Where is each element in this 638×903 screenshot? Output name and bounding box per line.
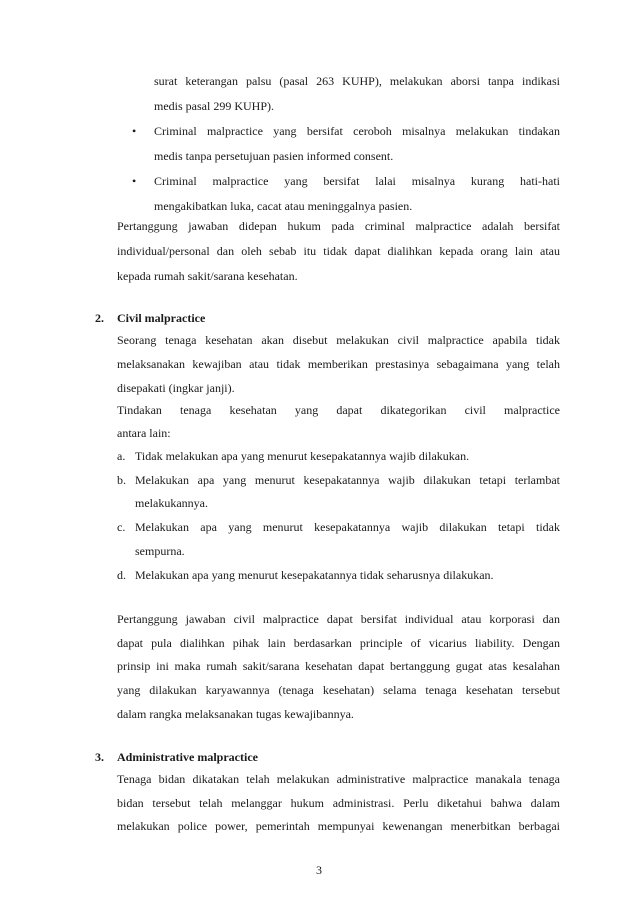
list-item-c-line-2: sempurna.: [135, 544, 185, 558]
intro-paragraph-line-2: individual/personal dan oleh sebab itu tidak dapat dialihkan kepada orang lain atau: [117, 244, 560, 258]
section-2-para3-line-1: Pertanggung jawaban civil malpractice dapat bersifat individual atau korporasi dan: [117, 612, 560, 626]
section-3-title: Administrative malpractice: [117, 750, 258, 764]
list-item-label: c.: [117, 520, 126, 534]
page-number: 3: [316, 863, 322, 877]
list-item-a-line-1: Tidak melakukan apa yang menurut kesepakatannya wajib dilakukan.: [135, 449, 470, 463]
intro-paragraph-line-3: kepada rumah sakit/sarana kesehatan.: [117, 269, 298, 283]
section-2-number: 2.: [95, 311, 104, 325]
section-3-para1-line-1: Tenaga bidan dikatakan telah melakukan administrative malpractice manakala tenaga: [117, 772, 560, 786]
list-item-label: d.: [117, 568, 126, 582]
bullet-2-line-2: mengakibatkan luka, cacat atau meninggalnya pasien.: [154, 199, 413, 213]
list-item-b-line-1: Melakukan apa yang menurut kesepakatannya wajib dilakukan tetapi terlambat: [135, 473, 560, 487]
section-3-number: 3.: [95, 750, 104, 764]
intro-continuation-line-2: medis pasal 299 KUHP).: [154, 99, 274, 113]
bullet-icon: •: [132, 124, 137, 138]
list-item-d-line-1: Melakukan apa yang menurut kesepakatannya tidak seharusnya dilakukan.: [135, 568, 494, 582]
bullet-1-line-1: Criminal malpractice yang bersifat ceroboh misalnya melakukan tindakan: [154, 124, 560, 138]
section-2-para3-line-5: dalam rangka melaksanakan tugas kewajibannya.: [117, 707, 354, 721]
intro-paragraph-line-1: Pertanggung jawaban didepan hukum pada criminal malpractice adalah bersifat: [117, 219, 560, 233]
section-2-para3-line-3: prinsip ini maka rumah sakit/sarana kesehatan dapat bertanggung gugat atas kesalahan: [117, 659, 560, 673]
list-item-b-line-2: melakukannya.: [135, 496, 208, 510]
intro-continuation-line-1: surat keterangan palsu (pasal 263 KUHP), melakukan aborsi tanpa indikasi: [154, 74, 560, 88]
section-3-para1-line-3: melakukan police power, pemerintah mempunyai kewenangan menerbitkan berbagai: [117, 819, 560, 833]
section-3-para1-line-2: bidan tersebut telah melanggar hukum administrasi. Perlu diketahui bahwa dalam: [117, 796, 560, 810]
section-2-para2-line-1: Tindakan tenaga kesehatan yang dapat dikategorikan civil malpractice: [117, 403, 560, 417]
bullet-icon: •: [132, 174, 137, 188]
section-2-para1-line-2: melaksanakan kewajiban atau tidak memberikan prestasinya sebagaimana yang telah: [117, 357, 560, 371]
section-2-para3-line-2: dapat pula dialihkan pihak lain berdasarkan principle of vicarius liability. Dengan: [117, 636, 560, 650]
list-item-c-line-1: Melakukan apa yang menurut kesepakatannya wajib dilakukan tetapi tidak: [135, 520, 560, 534]
section-2-title: Civil malpractice: [117, 311, 206, 325]
section-2-para1-line-3: disepakati (ingkar janji).: [117, 381, 235, 395]
list-item-label: b.: [117, 473, 126, 487]
section-2-para1-line-1: Seorang tenaga kesehatan akan disebut melakukan civil malpractice apabila tidak: [117, 333, 560, 347]
bullet-1-line-2: medis tanpa persetujuan pasien informed consent.: [154, 149, 394, 163]
section-2-para3-line-4: yang dilakukan karyawannya (tenaga kesehatan) selama tenaga kesehatan tersebut: [117, 683, 560, 697]
bullet-2-line-1: Criminal malpractice yang bersifat lalai misalnya kurang hati-hati: [154, 174, 560, 188]
list-item-label: a.: [117, 449, 126, 463]
section-2-para2-line-2: antara lain:: [117, 426, 171, 440]
